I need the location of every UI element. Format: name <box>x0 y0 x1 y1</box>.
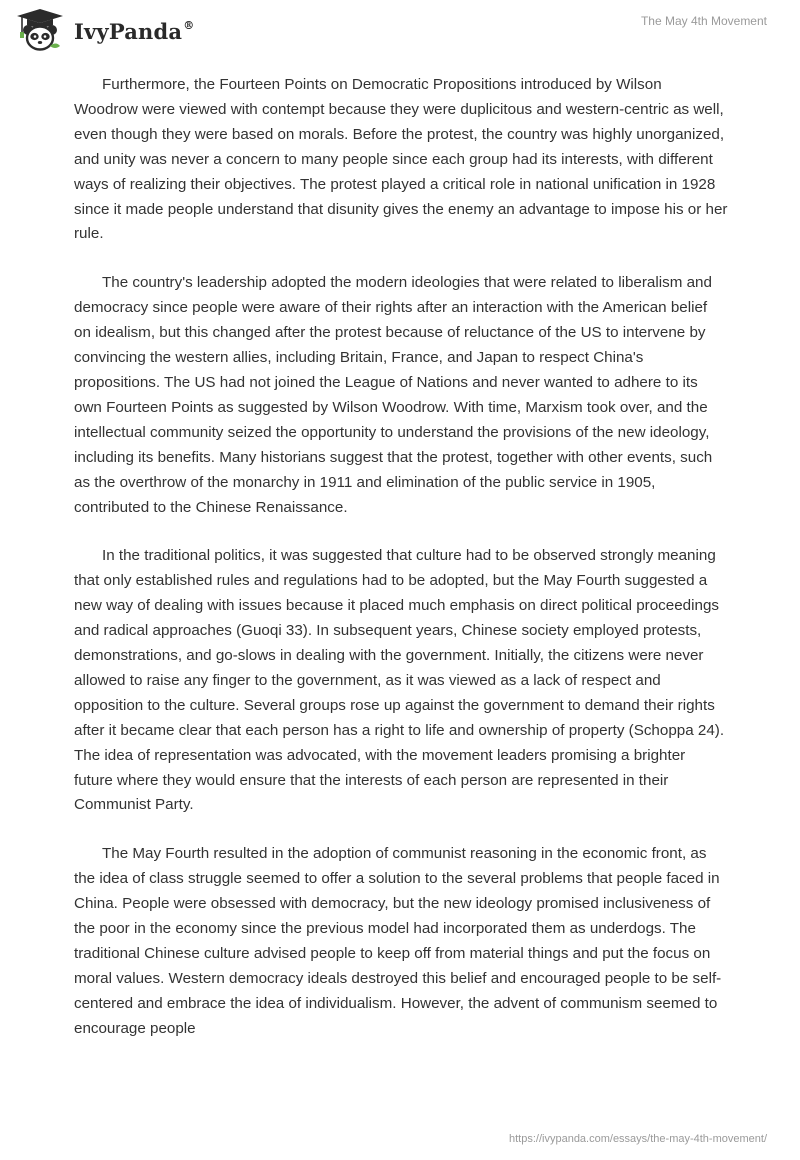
panda-graduate-icon <box>14 8 70 52</box>
paragraph: In the traditional politics, it was suggested that culture had to be observed strongly meaning that only established rules and regulations had to be adopted, but the May Fourth suggested a new way of dealing with issues because it placed much emphasis on direct political proceedings and radical approaches (Guoqi 33). In subsequent years, Chinese society employed protests, demonstrations, and go-slows in dealing with the government. Initially, the citizens were never allowed to raise any finger to the government, as it was viewed as a lack of respect and opposition to the culture. Several groups rose up against the government to demand their rights after it became clear that each person has a right to life and ownership of property (Schoppa 24). The idea of representation was advocated, with the movement leaders promising a brighter future where they would ensure that the interests of each person are represented in their Communist Party. <box>74 547 725 814</box>
page-header <box>0 0 800 60</box>
ivypanda-logo[interactable] <box>14 8 194 52</box>
essay-body <box>74 73 728 1066</box>
paragraph: The country's leadership adopted the modern ideologies that were related to liberalism and democracy since people were aware of their rights after an interaction with the American belief on idealism, but this changed after the protest because of reluctance of the US to intervene by convincing the western allies, including Britain, France, and Japan to respect China's propositions. The US had not joined the League of Nations and never wanted to adhere to its own Fourteen Points as suggested by Wilson Woodrow. With time, Marxism took over, and the intellectual community seized the opportunity to understand the provisions of the new ideology, including its benefits. Many historians suggest that the protest, together with other events, such as the overthrow of the monarchy in 1911 and elimination of the public service in 1905, contributed to the Chinese Renaissance. <box>74 274 713 516</box>
paragraph: Furthermore, the Fourteen Points on Democratic Propositions introduced by Wilson Woodrow were viewed with contempt because they were duplicitous and western-centric as well, even though they were based on morals. Before the protest, the country was highly unorganized, and unity was never a concern to many people since each group had its interests, with different ways of realizing their objectives. The protest played a critical role in national unification in 1928 since it made people understand that disunity gives the enemy an advantage to impose his or her rule. <box>74 76 728 243</box>
paragraph: The May Fourth resulted in the adoption of communist reasoning in the economic front, as the idea of class struggle seemed to offer a solution to the several problems that people faced in China. People were obsessed with democracy, but the new ideology promised inclusiveness of the poor in the economy since the previous model had incorporated them as underdogs. The traditional Chinese culture advised people to keep off from material things and put the focus on moral values. Western democracy ideals destroyed this belief and encouraged people to be self-centered and embrace the idea of individualism. However, the advent of communism seemed to encourage people <box>74 845 722 1037</box>
brand-name: IvyPanda® <box>74 18 195 44</box>
document-title: The May 4th Movement <box>640 14 767 28</box>
source-url[interactable]: https://ivypanda.com/essays/the-may-4th-movement/ <box>509 1133 767 1145</box>
registered-mark: ® <box>183 18 195 32</box>
